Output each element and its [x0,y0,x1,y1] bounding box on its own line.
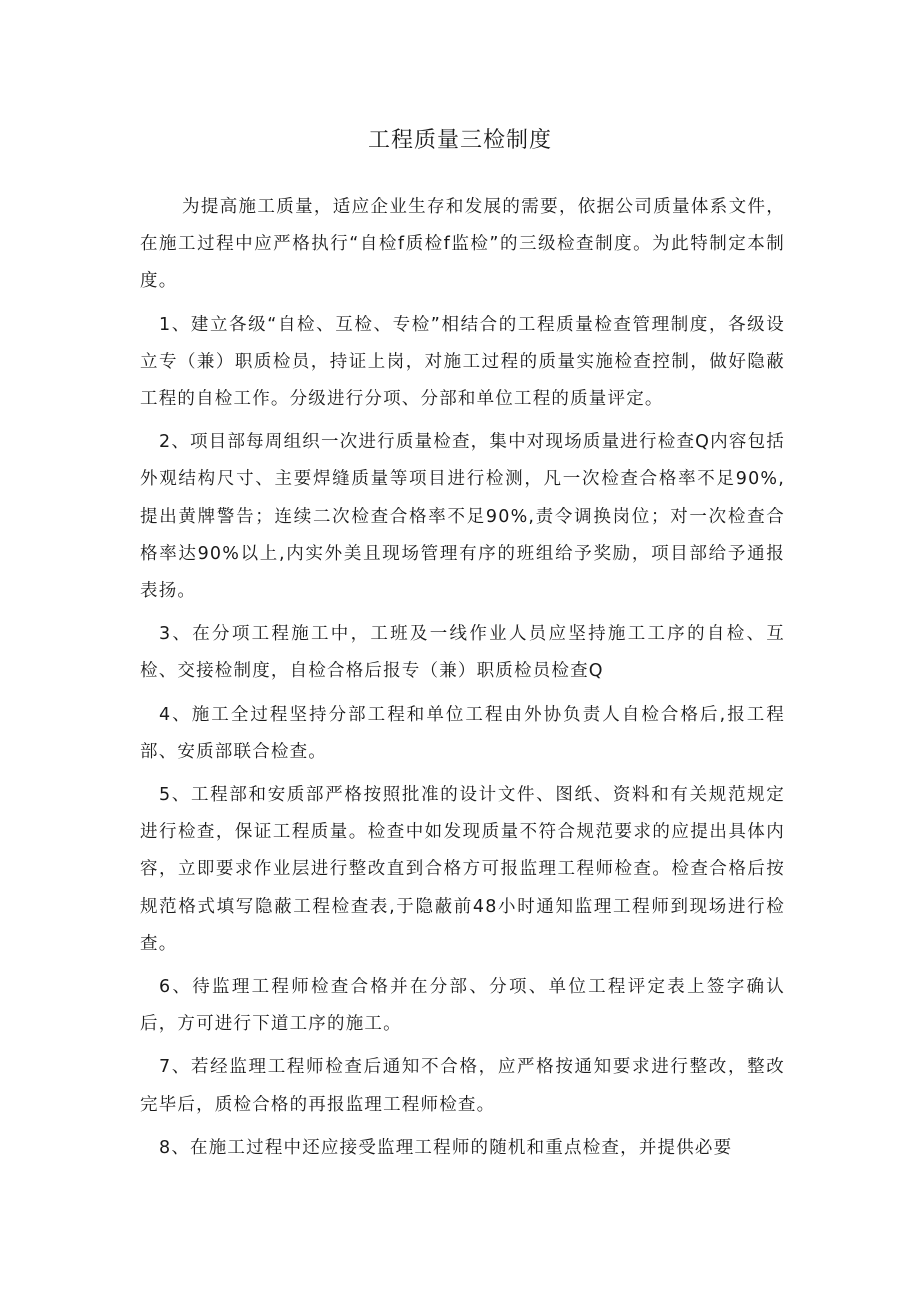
rule-item-6: 6、待监理工程师检查合格并在分部、分项、单位工程评定表上签字确认后，方可进行下道工序的施工。 [140,977,785,1035]
rule-item-4: 4、施工全过程坚持分部工程和单位工程由外协负责人自检合格后,报工程部、安质部联合检查。 [140,704,785,762]
rule-item-7: 7、若经监理工程师检查后通知不合格，应严格按通知要求进行整改，整改完毕后，质检合格的再报监理工程师检查。 [140,1057,785,1115]
document-body [140,189,785,1173]
rule-item-3: 3、在分项工程施工中，工班及一线作业人员应坚持施工工序的自检、互检、交接检制度，自检合格后报专（兼）职质检员检查Q [140,624,785,682]
document-title: 工程质量三检制度 [367,128,552,153]
rule-item-2: 2、项目部每周组织一次进行质量检查，集中对现场质量进行检查Q内容包括外观结构尺寸、主要焊缝质量等项目进行检测，凡一次检查合格率不足90%,提出黄牌警告；连续二次检查合格率不足90%,责令调换岗位；对一次检查合格率达90%以上,内实外美且现场管理有序的班组给予奖励，项目部给予通报表扬。 [140,432,785,602]
rule-item-5: 5、工程部和安质部严格按照批准的设计文件、图纸、资料和有关规范规定进行检查，保证工程质量。检查中如发现质量不符合规范要求的应提出具体内容，立即要求作业层进行整改直到合格方可报监理工程师检查。检查合格后按规范格式填写隐蔽工程检查表,于隐蔽前48小时通知监理工程师到现场进行检查。 [140,785,785,954]
rule-item-8: 8、在施工过程中还应接受监理工程师的随机和重点检查，并提供必要 [159,1137,733,1158]
rule-item-1: 1、建立各级“自检、互检、专检”相结合的工程质量检查管理制度，各级设立专（兼）职质检员，持证上岗，对施工过程的质量实施检查控制，做好隐蔽工程的自检工作。分级进行分项、分部和单位工程的质量评定。 [140,314,785,410]
intro-paragraph: 为提高施工质量，适应企业生存和发展的需要，依据公司质量体系文件，在施工过程中应严格执行“自检f质检f监检”的三级检查制度。为此特制定本制度。 [140,197,785,292]
